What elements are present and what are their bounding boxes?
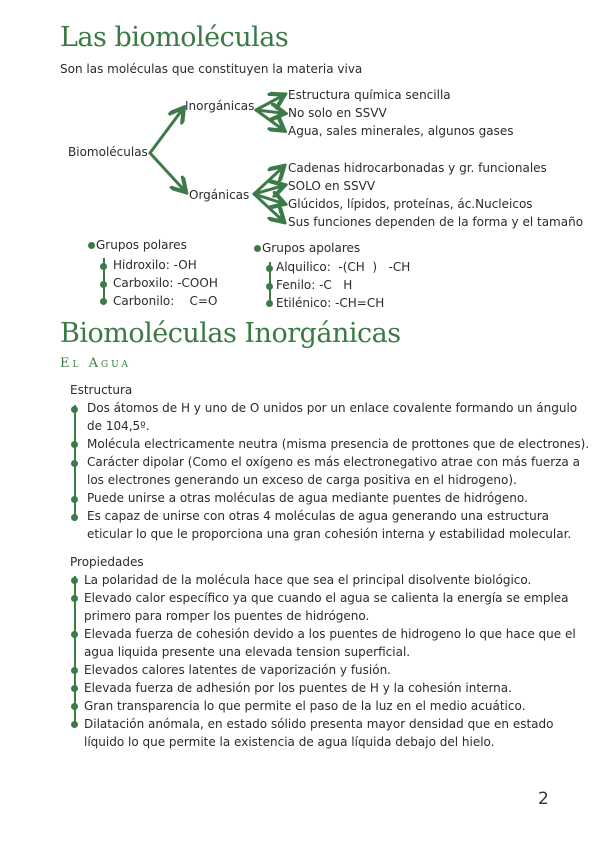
agua-heading: El Agua: [60, 356, 131, 371]
bullet-dot: [100, 263, 107, 270]
propiedades-line: Elevados calores latentes de vaporización y fusión.: [84, 663, 391, 677]
estructura-line: de 104,5º.: [87, 419, 150, 433]
bullet-dot: [71, 667, 78, 674]
bullet-dot: [71, 631, 78, 638]
bullet-dot: [71, 441, 78, 448]
arrow-to-inorganicas: [150, 110, 182, 153]
propiedades-line: Gran transparencia lo que permite el paso de la luz en el medio acuático.: [84, 699, 526, 713]
bullet-dot: [71, 703, 78, 710]
estructura-line: Carácter dipolar (Como el oxígeno es más electronegativo atrae con más fuerza a: [87, 455, 580, 469]
inorg-item: Agua, sales minerales, algunos gases: [288, 124, 514, 138]
propiedades-line: Dilatación anómala, en estado sólido presenta mayor densidad que en estado: [84, 717, 554, 731]
estructura-line: Dos átomos de H y uno de O unidos por un enlace covalente formando un ángulo: [87, 401, 578, 415]
bullet-dot: [71, 406, 78, 413]
propiedades-line: Elevada fuerza de cohesión devido a los puentes de hidrogeno lo que hace que el: [84, 627, 576, 641]
org-item: Sus funciones dependen de la forma y el tamaño: [288, 215, 584, 229]
propiedades-line: primero para romper los puentes de hidrógeno.: [84, 609, 370, 623]
bullet-dot: [71, 721, 78, 728]
bullet-dot: [71, 460, 78, 467]
arrow-to-organicas: [150, 153, 184, 190]
diagram-root: Biomoléculas: [68, 145, 148, 159]
propiedades-line: líquido lo que permite la existencia de agua líquida debajo del hielo.: [84, 735, 495, 749]
polares-item: Carboxilo: -COOH: [113, 276, 218, 290]
org-item: Cadenas hidrocarbonadas y gr. funcionales: [288, 161, 547, 175]
bullet-dot: [100, 281, 107, 288]
polares-item: Hidroxilo: -OH: [113, 258, 197, 272]
apolares-item: Etilénico: -CH=CH: [276, 296, 385, 310]
propiedades-line: agua liquida presente una elevada tension superficial.: [84, 645, 411, 659]
estructura-line: los electrones generando un exceso de carga positiva en el hidrogeno).: [87, 473, 517, 487]
estructura-heading: Estructura: [70, 383, 133, 397]
estructura-line: Puede unirse a otras moléculas de agua mediante puentes de hidrógeno.: [87, 491, 528, 505]
bullet-dot: [71, 496, 78, 503]
diagram-inorganicas: Inorgánicas: [185, 99, 255, 113]
estructura-line: eticular lo que le proporciona una gran cohesión interna y estabilidad molecular.: [87, 527, 572, 541]
bullet-dot: [254, 245, 261, 252]
inorg-item: No solo en SSVV: [288, 106, 387, 120]
polares-item: Carbonilo: C=O: [113, 294, 218, 308]
propiedades-heading: Propiedades: [70, 555, 144, 569]
apolares-item: Alquilico: -(CH ) -CH: [276, 260, 411, 274]
bullet-dot: [100, 298, 107, 305]
org-item: Glúcidos, lípidos, proteínas, ác.Nucleicos: [288, 197, 533, 211]
diagram-organicas: Orgánicas: [189, 188, 250, 202]
estructura-line: Molécula electricamente neutra (misma presencia de prottones que de electrones).: [87, 437, 590, 451]
inorg-item: Estructura química sencilla: [288, 88, 451, 102]
page-title: Las biomoléculas: [60, 22, 289, 53]
bullet-dot: [71, 595, 78, 602]
bullet-dot: [266, 265, 273, 272]
bullet-dot: [266, 283, 273, 290]
page-subtitle: Son las moléculas que constituyen la materia viva: [60, 62, 363, 76]
bullet-dot: [71, 514, 78, 521]
apolares-item: Fenilo: -C H: [276, 278, 353, 292]
estructura-line: Es capaz de unirse con otras 4 moléculas de agua generando una estructura: [87, 509, 550, 523]
bullet-dot: [71, 577, 78, 584]
propiedades-line: La polaridad de la molécula hace que sea el principal disolvente biológico.: [84, 573, 532, 587]
bullet-dot: [88, 242, 95, 249]
page-number: 2: [538, 789, 549, 809]
polares-title: Grupos polares: [96, 238, 187, 252]
bullet-dot: [266, 300, 273, 307]
bullet-dot: [71, 685, 78, 692]
apolares-title: Grupos apolares: [262, 241, 361, 255]
section-title: Biomoléculas Inorgánicas: [60, 318, 401, 349]
propiedades-line: Elevado calor específico ya que cuando el agua se calienta la energía se emplea: [84, 591, 569, 605]
org-item: SOLO en SSVV: [288, 179, 376, 193]
propiedades-line: Elevada fuerza de adhesión por los puentes de H y la cohesión interna.: [84, 681, 512, 695]
arrow-inorg-1: [256, 96, 282, 110]
